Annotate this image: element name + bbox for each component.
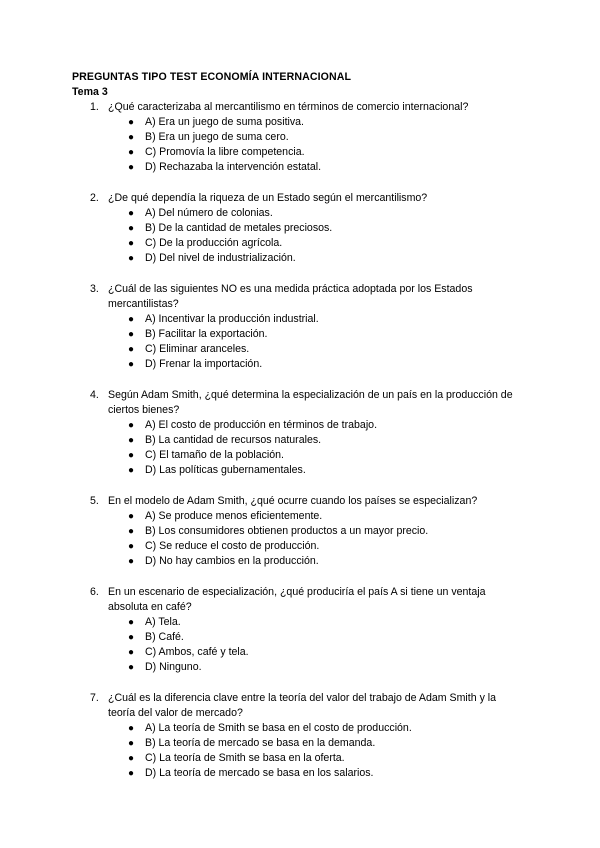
bullet-icon: ● [128, 617, 135, 628]
question-text: En un escenario de especialización, ¿qué produciría el país A si tiene un ventaja absoluta en café? [108, 586, 486, 613]
bullet-icon: ● [128, 662, 135, 673]
option-list [108, 312, 560, 372]
option-text: B) La cantidad de recursos naturales. [145, 434, 322, 446]
question-text: ¿Cuál de las siguientes NO es una medida práctica adoptada por los Estados mercantilistas? [108, 283, 473, 310]
bullet-icon: ● [128, 117, 135, 128]
option-item [128, 645, 560, 660]
bullet-icon: ● [128, 632, 135, 643]
option-item [128, 145, 560, 160]
option-item [128, 160, 560, 175]
bullet-icon: ● [128, 768, 135, 779]
option-text: B) Era un juego de suma cero. [145, 131, 289, 143]
option-text: D) Ninguno. [145, 661, 202, 673]
question-item [72, 191, 560, 266]
bullet-icon: ● [128, 541, 135, 552]
option-item [128, 327, 560, 342]
option-item [128, 236, 560, 251]
question-number: 3. [90, 283, 99, 295]
option-text: A) La teoría de Smith se basa en el costo de producción. [145, 722, 412, 734]
bullet-icon: ● [128, 238, 135, 249]
option-item [128, 312, 560, 327]
option-text: A) Tela. [145, 616, 181, 628]
option-item [128, 342, 560, 357]
bullet-icon: ● [128, 147, 135, 158]
bullet-icon: ● [128, 253, 135, 264]
question-number: 4. [90, 389, 99, 401]
bullet-icon: ● [128, 647, 135, 658]
option-item [128, 539, 560, 554]
topic-heading: Tema 3 [72, 86, 108, 98]
question-item [72, 100, 560, 175]
question-text: ¿Qué caracterizaba al mercantilismo en términos de comercio internacional? [108, 101, 469, 113]
option-text: A) Era un juego de suma positiva. [145, 116, 304, 128]
option-text: C) Eliminar aranceles. [145, 343, 250, 355]
option-text: D) No hay cambios en la producción. [145, 555, 319, 567]
option-text: C) De la producción agrícola. [145, 237, 283, 249]
option-text: D) Frenar la importación. [145, 358, 263, 370]
option-text: B) De la cantidad de metales preciosos. [145, 222, 333, 234]
option-item [128, 766, 560, 781]
bullet-icon: ● [128, 753, 135, 764]
option-text: A) Incentivar la producción industrial. [145, 313, 319, 325]
option-text: B) Los consumidores obtienen productos a un mayor precio. [145, 525, 429, 537]
bullet-icon: ● [128, 329, 135, 340]
question-text: ¿Cuál es la diferencia clave entre la teoría del valor del trabajo de Adam Smith y la teoría del valor de mercado? [108, 692, 497, 719]
question-item [72, 388, 560, 478]
option-list [108, 615, 560, 675]
bullet-icon: ● [128, 359, 135, 370]
option-item [128, 448, 560, 463]
option-list [108, 509, 560, 569]
question-item [72, 494, 560, 569]
option-item [128, 751, 560, 766]
option-item [128, 418, 560, 433]
option-list [108, 721, 560, 781]
option-text: B) La teoría de mercado se basa en la demanda. [145, 737, 376, 749]
bullet-icon: ● [128, 132, 135, 143]
question-number: 5. [90, 495, 99, 507]
question-number: 1. [90, 101, 99, 113]
option-list [108, 206, 560, 266]
bullet-icon: ● [128, 511, 135, 522]
question-item [72, 585, 560, 675]
option-item [128, 221, 560, 236]
option-text: C) Se reduce el costo de producción. [145, 540, 320, 552]
option-item [128, 206, 560, 221]
option-text: B) Facilitar la exportación. [145, 328, 268, 340]
option-item [128, 630, 560, 645]
question-number: 2. [90, 192, 99, 204]
option-item [128, 615, 560, 630]
bullet-icon: ● [128, 556, 135, 567]
bullet-icon: ● [128, 465, 135, 476]
bullet-icon: ● [128, 344, 135, 355]
option-list [108, 115, 560, 175]
document-title: PREGUNTAS TIPO TEST ECONOMÍA INTERNACIONAL [72, 71, 352, 83]
option-text: A) Del número de colonias. [145, 207, 273, 219]
option-text: C) Ambos, café y tela. [145, 646, 249, 658]
option-text: D) Del nivel de industrialización. [145, 252, 296, 264]
option-item [128, 463, 560, 478]
option-text: D) Rechazaba la intervención estatal. [145, 161, 322, 173]
bullet-icon: ● [128, 526, 135, 537]
option-text: D) La teoría de mercado se basa en los salarios. [145, 767, 374, 779]
option-item [128, 130, 560, 145]
option-item [128, 433, 560, 448]
option-text: B) Café. [145, 631, 184, 643]
option-text: A) Se produce menos eficientemente. [145, 510, 323, 522]
question-text: ¿De qué dependía la riqueza de un Estado según el mercantilismo? [108, 192, 428, 204]
bullet-icon: ● [128, 314, 135, 325]
option-item [128, 660, 560, 675]
bullet-icon: ● [128, 223, 135, 234]
question-item [72, 691, 560, 781]
option-list [108, 418, 560, 478]
option-item [128, 524, 560, 539]
option-item [128, 554, 560, 569]
option-item [128, 115, 560, 130]
bullet-icon: ● [128, 420, 135, 431]
option-text: C) La teoría de Smith se basa en la oferta. [145, 752, 345, 764]
option-item [128, 357, 560, 372]
option-item [128, 721, 560, 736]
bullet-icon: ● [128, 162, 135, 173]
option-item [128, 509, 560, 524]
question-number: 7. [90, 692, 99, 704]
bullet-icon: ● [128, 208, 135, 219]
question-number: 6. [90, 586, 99, 598]
option-item [128, 251, 560, 266]
bullet-icon: ● [128, 723, 135, 734]
option-text: D) Las políticas gubernamentales. [145, 464, 306, 476]
bullet-icon: ● [128, 738, 135, 749]
question-list [72, 100, 560, 781]
bullet-icon: ● [128, 435, 135, 446]
bullet-icon: ● [128, 450, 135, 461]
question-text: Según Adam Smith, ¿qué determina la especialización de un país en la producción de ciertos bienes? [108, 389, 513, 416]
question-text: En el modelo de Adam Smith, ¿qué ocurre cuando los países se especializan? [108, 495, 478, 507]
question-item [72, 282, 560, 372]
option-text: A) El costo de producción en términos de trabajo. [145, 419, 378, 431]
option-text: C) El tamaño de la población. [145, 449, 284, 461]
option-text: C) Promovía la libre competencia. [145, 146, 305, 158]
option-item [128, 736, 560, 751]
